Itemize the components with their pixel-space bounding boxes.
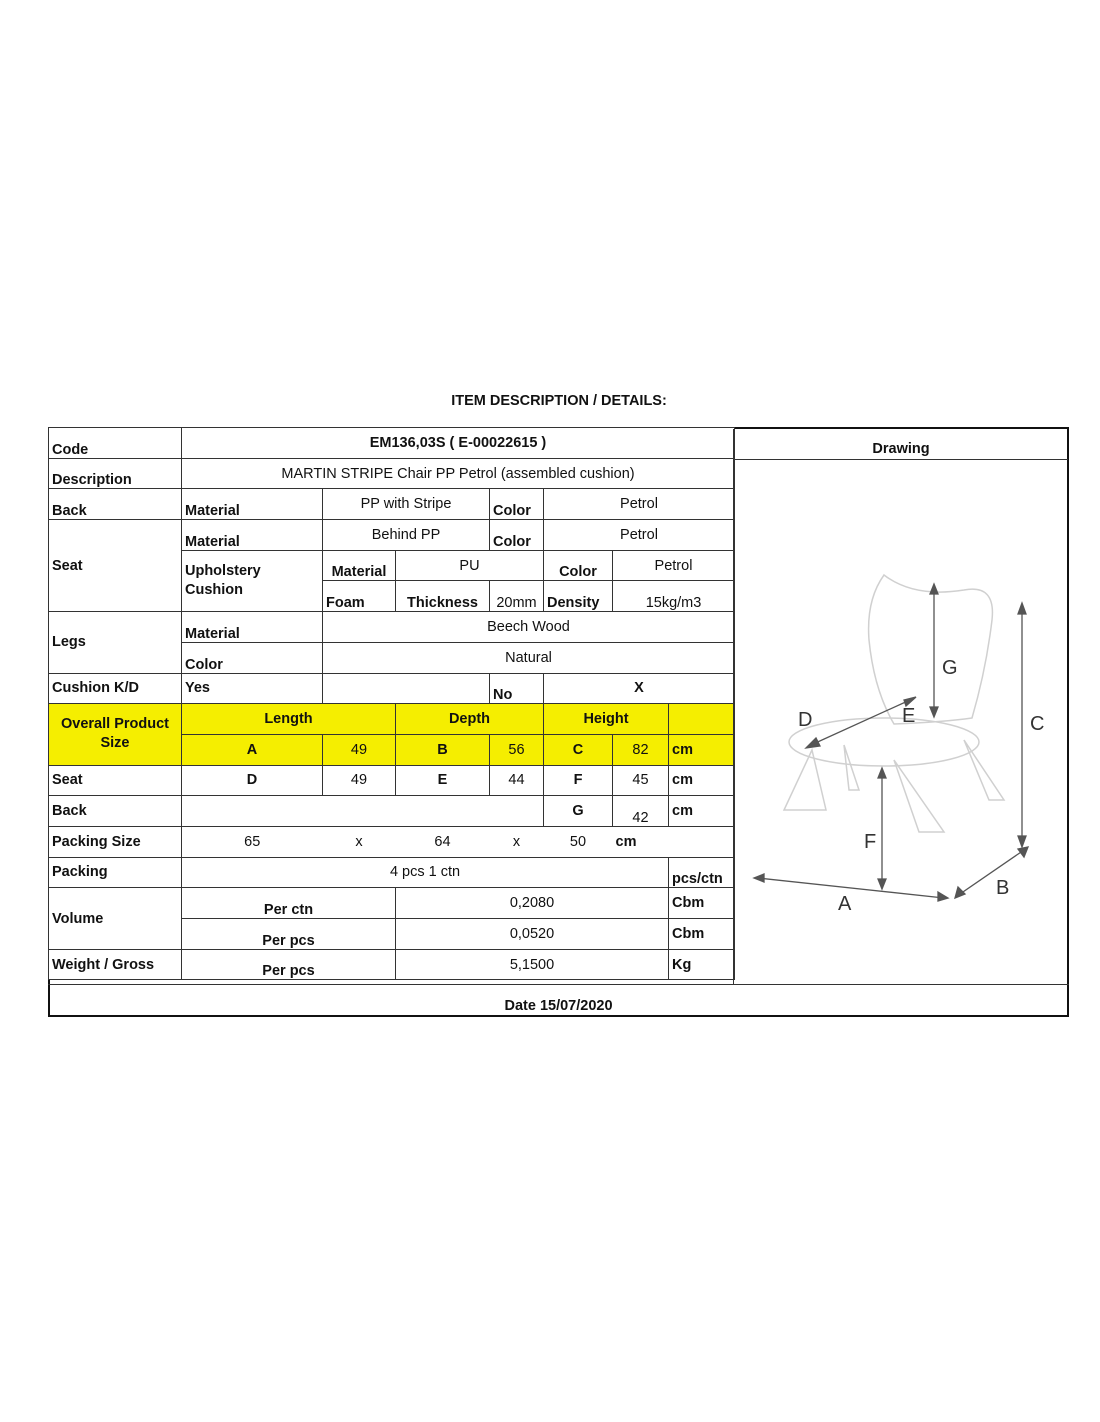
packing-size-x2: x [490, 826, 544, 857]
description-label: Description [49, 458, 182, 489]
seat-material-value: Behind PP [323, 520, 490, 551]
packing-size-x1: x [323, 826, 396, 857]
dimension-f-arrow-top [878, 768, 886, 778]
packing-size-length: 65 [182, 826, 323, 857]
dimension-lines [754, 584, 1028, 901]
dim-a-label: A [182, 734, 323, 765]
drawing-label-c: C [1030, 713, 1045, 735]
dimension-c-arrow-bottom [1018, 836, 1026, 847]
back-color-value: Petrol [544, 489, 735, 520]
volume-per-pcs-unit: Cbm [669, 919, 735, 950]
upholstery-material-label: Material [323, 550, 396, 581]
seat-color-label: Color [490, 520, 544, 551]
weight-per-pcs-label: Per pcs [182, 949, 396, 980]
dimension-labels [798, 657, 1044, 915]
dim-d-label: D [182, 765, 323, 796]
cushion-kd-mark: X [544, 673, 735, 704]
legs-material-label: Material [182, 612, 323, 643]
seat-material-label: Material [182, 520, 323, 551]
dimension-b-arrow-end [1018, 847, 1028, 857]
dim-a-value: 49 [323, 734, 396, 765]
overall-size-label [49, 704, 182, 765]
packing-size-width: 64 [396, 826, 490, 857]
seat-label: Seat [49, 520, 182, 612]
volume-per-ctn-unit: Cbm [669, 888, 735, 919]
dimension-c-arrow-top [1018, 603, 1026, 614]
packing-size-height: 50 [544, 826, 613, 857]
volume-per-pcs-label: Per pcs [182, 919, 396, 950]
chair-drawing [734, 460, 1068, 985]
drawing-label-b: B [996, 877, 1010, 899]
chair-leg-back-left [844, 745, 859, 790]
dim-e-label: E [396, 765, 490, 796]
back-dims-unit: cm [669, 796, 735, 827]
chair-leg-back-right [964, 740, 1004, 800]
density-label: Density [544, 581, 613, 612]
foam-label: Foam [323, 581, 396, 612]
cushion-kd-no: No [490, 673, 544, 704]
dimension-g-arrow-top [930, 584, 938, 594]
weight-per-pcs-value: 5,1500 [396, 949, 669, 980]
dim-d-value: 49 [323, 765, 396, 796]
overall-product-label: Overall Product [61, 716, 169, 733]
upholstery-cushion-label [182, 550, 323, 611]
chair-outline [784, 575, 1004, 832]
back-dims-blank [182, 796, 544, 827]
dimension-g-arrow-bottom [930, 707, 938, 717]
date-footer: Date 15/07/2020 [48, 984, 1069, 1017]
legs-color-label: Color [182, 642, 323, 673]
upholstery-color-value: Petrol [613, 550, 735, 581]
dim-f-label: F [544, 765, 613, 796]
dim-b-label: B [396, 734, 490, 765]
cushion-kd-yes: Yes [182, 673, 323, 704]
dimension-e-arrow-start [806, 738, 820, 748]
packing-size-label: Packing Size [49, 826, 182, 857]
drawing-label-f: F [864, 831, 877, 853]
overall-unit: cm [669, 734, 735, 765]
spec-table [48, 427, 735, 980]
volume-per-pcs-value: 0,0520 [396, 919, 669, 950]
dimension-a-arrow-start [754, 874, 764, 882]
dimension-b-line [960, 850, 1024, 894]
packing-label: Packing [49, 857, 182, 888]
cushion-label: Cushion [185, 581, 243, 598]
drawing-label-a: A [838, 893, 852, 915]
code-value: EM136,03S ( E-00022615 ) [182, 428, 735, 459]
packing-unit: pcs/ctn [669, 857, 735, 888]
overall-size-word: Size [100, 735, 130, 752]
thickness-value: 20mm [490, 581, 544, 612]
dimension-b-arrow-start [955, 887, 965, 898]
drawing-header: Drawing [734, 429, 1068, 460]
drawing-panel [733, 429, 1068, 984]
dim-g-label: G [544, 796, 613, 827]
length-header: Length [182, 704, 396, 735]
packing-value: 4 pcs 1 ctn [182, 857, 669, 888]
back-color-label: Color [490, 489, 544, 520]
seat-dims-label: Seat [49, 765, 182, 796]
height-header: Height [544, 704, 669, 735]
packing-size-unit: cm [613, 826, 669, 857]
back-label: Back [49, 489, 182, 520]
volume-label: Volume [49, 888, 182, 949]
cushion-kd-label: Cushion K/D [49, 673, 182, 704]
code-label: Code [49, 428, 182, 459]
legs-label: Legs [49, 612, 182, 673]
dimension-f-arrow-bottom [878, 879, 886, 889]
legs-material-value: Beech Wood [323, 612, 735, 643]
back-dims-label: Back [49, 796, 182, 827]
dim-c-value: 82 [613, 734, 669, 765]
drawing-label-g: G [942, 657, 958, 679]
seat-dims-unit: cm [669, 765, 735, 796]
packing-size-blank [669, 826, 735, 857]
legs-color-value: Natural [323, 642, 735, 673]
dim-f-value: 45 [613, 765, 669, 796]
dimension-a-arrow-end [938, 892, 948, 901]
back-material-label: Material [182, 489, 323, 520]
dim-e-value: 44 [490, 765, 544, 796]
volume-per-ctn-value: 0,2080 [396, 888, 669, 919]
drawing-label-d: D [798, 709, 813, 731]
page-title: ITEM DESCRIPTION / DETAILS: [451, 393, 667, 409]
description-value: MARTIN STRIPE Chair PP Petrol (assembled cushion) [182, 458, 735, 489]
overall-header-blank [669, 704, 735, 735]
volume-per-ctn-label: Per ctn [182, 888, 396, 919]
upholstery-material-value: PU [396, 550, 544, 581]
dim-c-label: C [544, 734, 613, 765]
back-material-value: PP with Stripe [323, 489, 490, 520]
thickness-label: Thickness [396, 581, 490, 612]
depth-header: Depth [396, 704, 544, 735]
upholstery-color-label: Color [544, 550, 613, 581]
chair-leg-front-right [894, 760, 944, 832]
seat-color-value: Petrol [544, 520, 735, 551]
weight-unit: Kg [669, 949, 735, 980]
upholstery-label: Upholstery [185, 562, 261, 579]
chair-backrest [869, 575, 993, 724]
drawing-label-e: E [902, 705, 916, 727]
weight-label: Weight / Gross [49, 949, 182, 980]
dim-b-value: 56 [490, 734, 544, 765]
dim-g-value: 42 [613, 796, 669, 827]
density-value: 15kg/m3 [613, 581, 735, 612]
cushion-kd-yes-value [323, 673, 490, 704]
